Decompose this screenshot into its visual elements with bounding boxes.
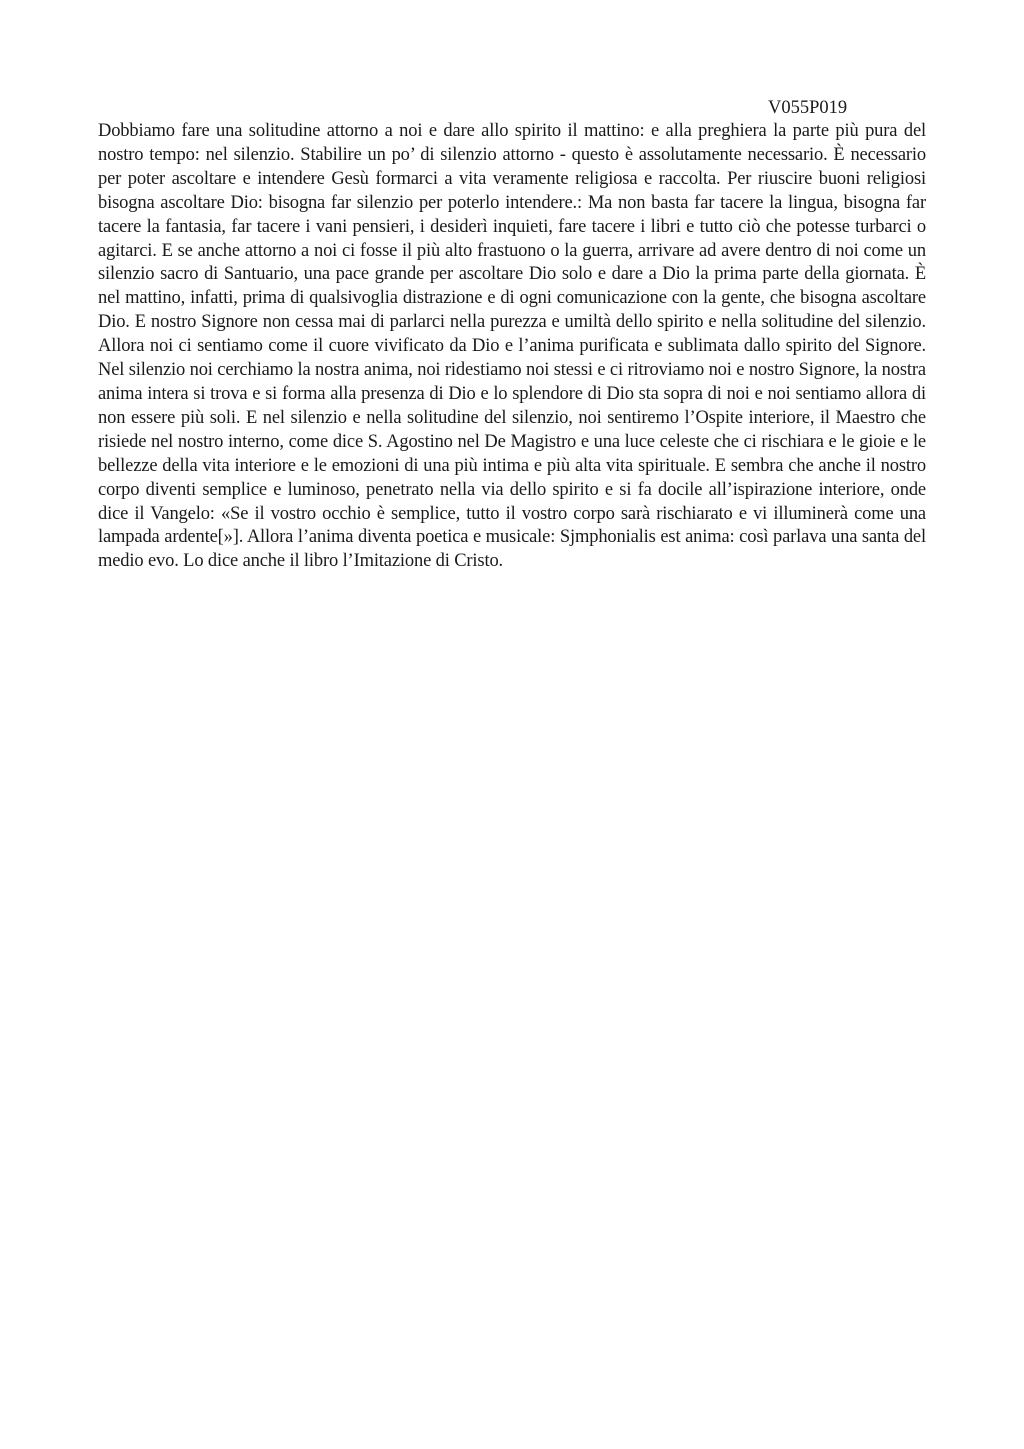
page-code: V055P019 bbox=[768, 98, 848, 118]
body-paragraph: Dobbiamo fare una solitudine attorno a noi e dare allo spirito il mattino: e alla preghiera la parte più pura del nostro tempo: nel silenzio. Stabilire un po’ di silenzio attorno - questo è assolutamente necessario. È necessario per poter ascoltare e intendere Gesù formarci a vita veramente religiosa e raccolta. Per riuscire buoni religiosi bisogna ascoltare Dio: bisogna far silenzio per poterlo intendere.: Ma non basta far tacere la lingua, bisogna far tacere la fantasia, far tacere i vani pensieri, i desiderì inquieti, fare tacere i libri e tutto ciò che potesse turbarci o agitarci. E se anche attorno a noi ci fosse il più alto frastuono o la guerra, arrivare ad avere dentro di noi come un silenzio sacro di Santuario, una pace grande per ascoltare Dio solo e dare a Dio la prima parte della giornata. È nel mattino, infatti, prima di qualsivoglia distrazione e di ogni comunicazione con la gente, che bisogna ascoltare Dio. E nostro Signore non cessa mai di parlarci nella purezza e umiltà dello spirito e nella solitudine del silenzio. Allora noi ci sentiamo come il cuore vivificato da Dio e l’anima purificata e sublimata dallo spirito del Signore. Nel silenzio noi cerchiamo la nostra anima, noi ridestiamo noi stessi e ci ritroviamo noi e nostro Signore, la nostra anima intera si trova e si forma alla presenza di Dio e lo splendore di Dio sta sopra di noi e noi sentiamo allora di non essere più soli. E nel silenzio e nella solitudine del silenzio, noi sentiremo l’Ospite interiore, il Maestro che risiede nel nostro interno, come dice S. Agostino nel De Magistro e una luce celeste che ci rischiara e le gioie e le bellezze della vita interiore e le emozioni di una più intima e più alta vita spirituale. E sembra che anche il nostro corpo diventi semplice e luminoso, penetrato nella via dello spirito e si fa docile all’ispirazione interiore, onde dice il Vangelo: «Se il vostro occhio è semplice, tutto il vostro corpo sarà rischiarato e vi illuminerà come una lampada ardente[»]. Allora l’anima diventa poetica e musicale: Sjmphonialis est anima: così parlava una santa del medio evo. Lo dice anche il libro l’Imitazione di Cristo. bbox=[98, 121, 926, 572]
